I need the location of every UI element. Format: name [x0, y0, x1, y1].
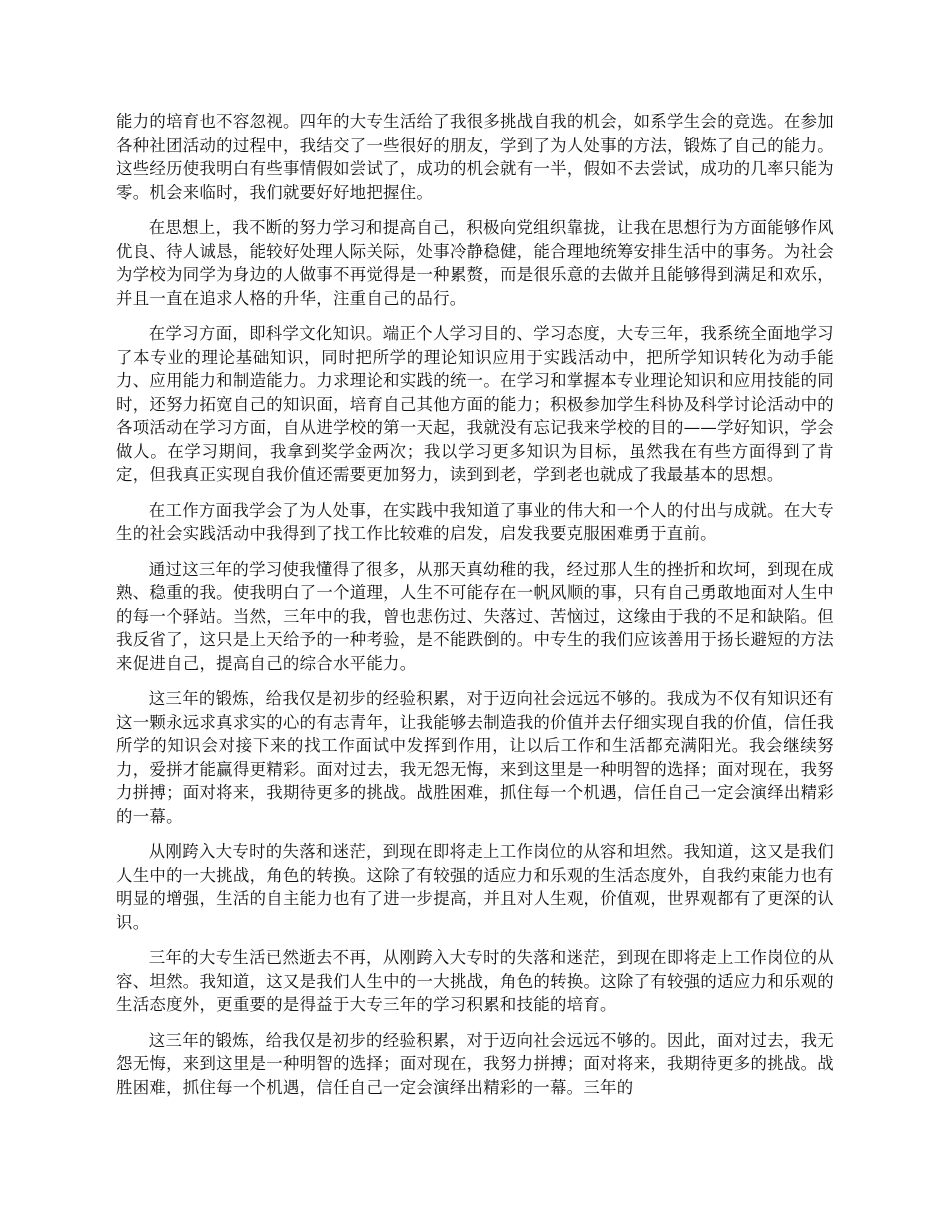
paragraph-6: 这三年的锻炼，给我仅是初步的经验积累，对于迈向社会远远不够的。我成为不仅有知识还有这一颗永远求真求实的心的有志青年，让我能够去制造我的价值并去仔细实现自我的价值，信任我所学的知识会对接下来的找工作面试中发挥到作用，让以后工作和生活都充满阳光。我会继续努力，爱拼才能赢得更精彩。面对过去，我无怨无悔，来到这里是一种明智的选择；面对现在，我努力拼搏；面对将来，我期待更多的挑战。战胜困难，抓住每一个机遇，信任自己一定会演绎出精彩的一幕。 — [116, 689, 834, 826]
paragraph-9: 这三年的锻炼，给我仅是初步的经验积累，对于迈向社会远远不够的。因此，面对过去，我无怨无悔，来到这里是一种明智的选择；面对现在，我努力拼搏；面对将来，我期待更多的挑战。战胜困难，抓住每一个机遇，信任自己一定会演绎出精彩的一幕。三年的 — [116, 1030, 834, 1097]
paragraph-7: 从刚跨入大专时的失落和迷茫，到现在即将走上工作岗位的从容和坦然。我知道，这又是我们人生中的一大挑战，角色的转换。这除了有较强的适应力和乐观的生活态度外，自我约束能力也有明显的增强，生活的自主能力也有了进一步提高，并且对人生观，价值观，世界观都有了更深的认识。 — [116, 842, 834, 932]
paragraph-8: 三年的大专生活已然逝去不再，从刚跨入大专时的失落和迷茫，到现在即将走上工作岗位的从容、坦然。我知道，这又是我们人生中的一大挑战，角色的转换。这除了有较强的适应力和乐观的生活态度外，更重要的是得益于大专三年的学习积累和技能的培育。 — [116, 948, 834, 1014]
paragraph-1: 能力的培育也不容忽视。四年的大专生活给了我很多挑战自我的机会，如系学生会的竞选。在参加各种社团活动的过程中，我结交了一些很好的朋友，学到了为人处事的方法，锻炼了自己的能力。这些经历使我明白有些事情假如尝试了，成功的机会就有一半，假如不去尝试，成功的几率只能为零。机会来临时，我们就要好好地把握住。 — [116, 112, 834, 202]
paragraph-4: 在工作方面我学会了为人处事，在实践中我知道了事业的伟大和一个人的付出与成就。在大专生的社会实践活动中我得到了找工作比较难的启发，启发我要克服困难勇于直前。 — [116, 500, 834, 543]
paragraph-5: 通过这三年的学习使我懂得了很多，从那天真幼稚的我，经过那人生的挫折和坎坷，到现在成熟、稳重的我。使我明白了一个道理，人生不可能存在一帆风顺的事，只有自己勇敢地面对人生中的每一个驿站。当然，三年中的我，曾也悲伤过、失落过、苦恼过，这缘由于我的不足和缺陷。但我反省了，这只是上天给予的一种考验，是不能跌倒的。中专生的我们应该善用于扬长避短的方法来促进自己，提高自己的综合水平能力。 — [116, 559, 834, 673]
paragraph-3: 在学习方面，即科学文化知识。端正个人学习目的、学习态度，大专三年，我系统全面地学习了本专业的理论基础知识，同时把所学的理论知识应用于实践活动中，把所学知识转化为动手能力、应用能力和制造能力。力求理论和实践的统一。在学习和掌握本专业理论知识和应用技能的同时，还努力拓宽自己的知识面，培育自己其他方面的能力；积极参加学生科协及科学讨论活动中的各项活动在学习方面，自从进学校的第一天起，我就没有忘记我来学校的目的——学好知识，学会做人。在学习期间，我拿到奖学金两次；我以学习更多知识为目标，虽然我在有些方面得到了肯定，但我真正实现自我价值还需要更加努力，读到到老，学到老也就成了我最基本的思想。 — [116, 324, 834, 484]
document-body — [116, 110, 834, 1111]
paragraph-2: 在思想上，我不断的努力学习和提高自己，积极向党组织靠拢，让我在思想行为方面能够作风优良、待人诚恳，能较好处理人际关际，处事冷静稳健，能合理地统筹安排生活中的事务。为社会为学校为同学为身边的人做事不再觉得是一种累赘，而是很乐意的去做并且能够得到满足和欢乐，并且一直在追求人格的升华，注重自己的品行。 — [116, 218, 834, 308]
